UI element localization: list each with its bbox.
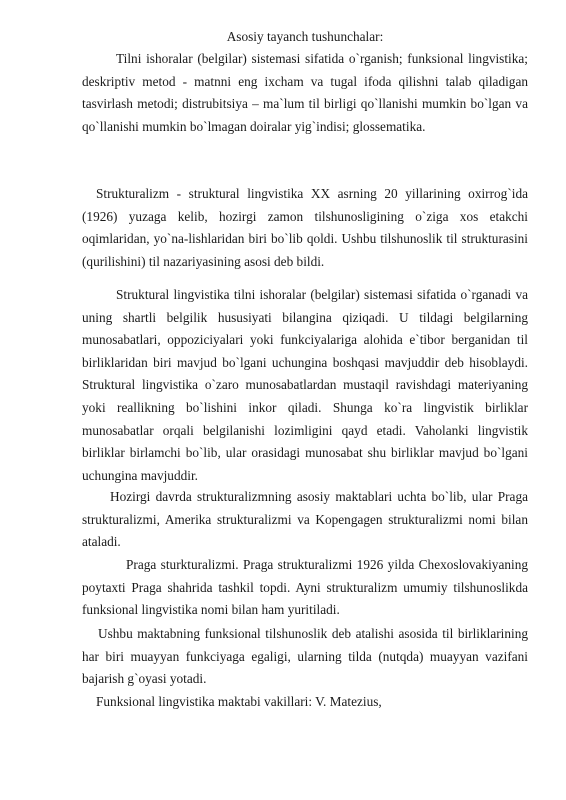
paragraph-structuralism-intro: Strukturalizm - struktural lingvistika XX asrning 20 yillarining oxirrog`ida (1926) yuzaga kelib, hozirgi zamon tilshunosligining o`ziga xos etakchi oqimlaridan, yo`na-lishlaridan biri bo`lib qoldi. Ushbu tilshunoslik til strukturasini (qurilishini) til nazariyasining asosi deb bildi. — [82, 186, 528, 269]
paragraph-representatives: Funksional lingvistika maktabi vakillari: V. Matezius, — [96, 694, 382, 709]
paragraph-schools: Hozirgi davrda strukturalizmning asosiy maktablari uchta bo`lib, ular Praga strukturalizmi, Amerika strukturalizmi va Kopengagen strukturalizmi nomi bilan ataladi. — [82, 489, 528, 550]
paragraph-key-concepts: Tilni ishoralar (belgilar) sistemasi sifatida o`rganish; funksional lingvistika; deskriptiv metod - matnni eng ixcham va tugal ifoda qilishni talab qiladigan tasvirlash metodi; distrubitsiya – ma`lum til birligi qo`llanishi mumkin bo`lgan va qo`llanishi mumkin bo`lmagan doiralar yig`indisi; glossematika. — [82, 51, 528, 134]
paragraph-structural-linguistics: Struktural lingvistika tilni ishoralar (belgilar) sistemasi sifatida o`rganadi va uning shartli belgilik hususiyati bilangina qiziqadi. U tildagi belgilarning munosabatlari, oppoziciyalari yoki funkciyalariga alohida e`tibor berganidan til birliklaridan biri mavjud bo`lgani uchungina boshqasi mavjuddir deb hisoblaydi. Struktural lingvistika o`zaro munosabatlardan mustaqil ravishdagi materiyaning yoki reallikning bo`lishini inkor qiladi. Shunga ko`ra lingvistik birliklar munosabatlar orqali belgilanishi lozimligini qayd etadi. Vaholanki lingvistik birliklar birlamchi bo`lib, ular orasidagi munosabat shu birliklar mavjud bo`lgani uchungina mavjuddir. — [82, 287, 528, 483]
paragraph-functional-linguistics: Ushbu maktabning funksional tilshunoslik deb atalishi asosida til birliklarining har biri muayyan funkciyaga egaligi, ularning tilda (nutqda) muayyan vazifani bajarish g`oyasi yotadi. — [82, 626, 528, 687]
document-title: Asosiy tayanch tushunchalar: — [226, 29, 384, 44]
paragraph-prague-structuralism: Praga sturkturalizmi. Praga strukturalizmi 1926 yilda Chexoslovakiyaning poytaxti Praga shahrida tashkil topdi. Ayni strukturalizm umumiy tilshunoslikda funksional lingvistika nomi bilan ham yuritiladi. — [82, 557, 528, 618]
